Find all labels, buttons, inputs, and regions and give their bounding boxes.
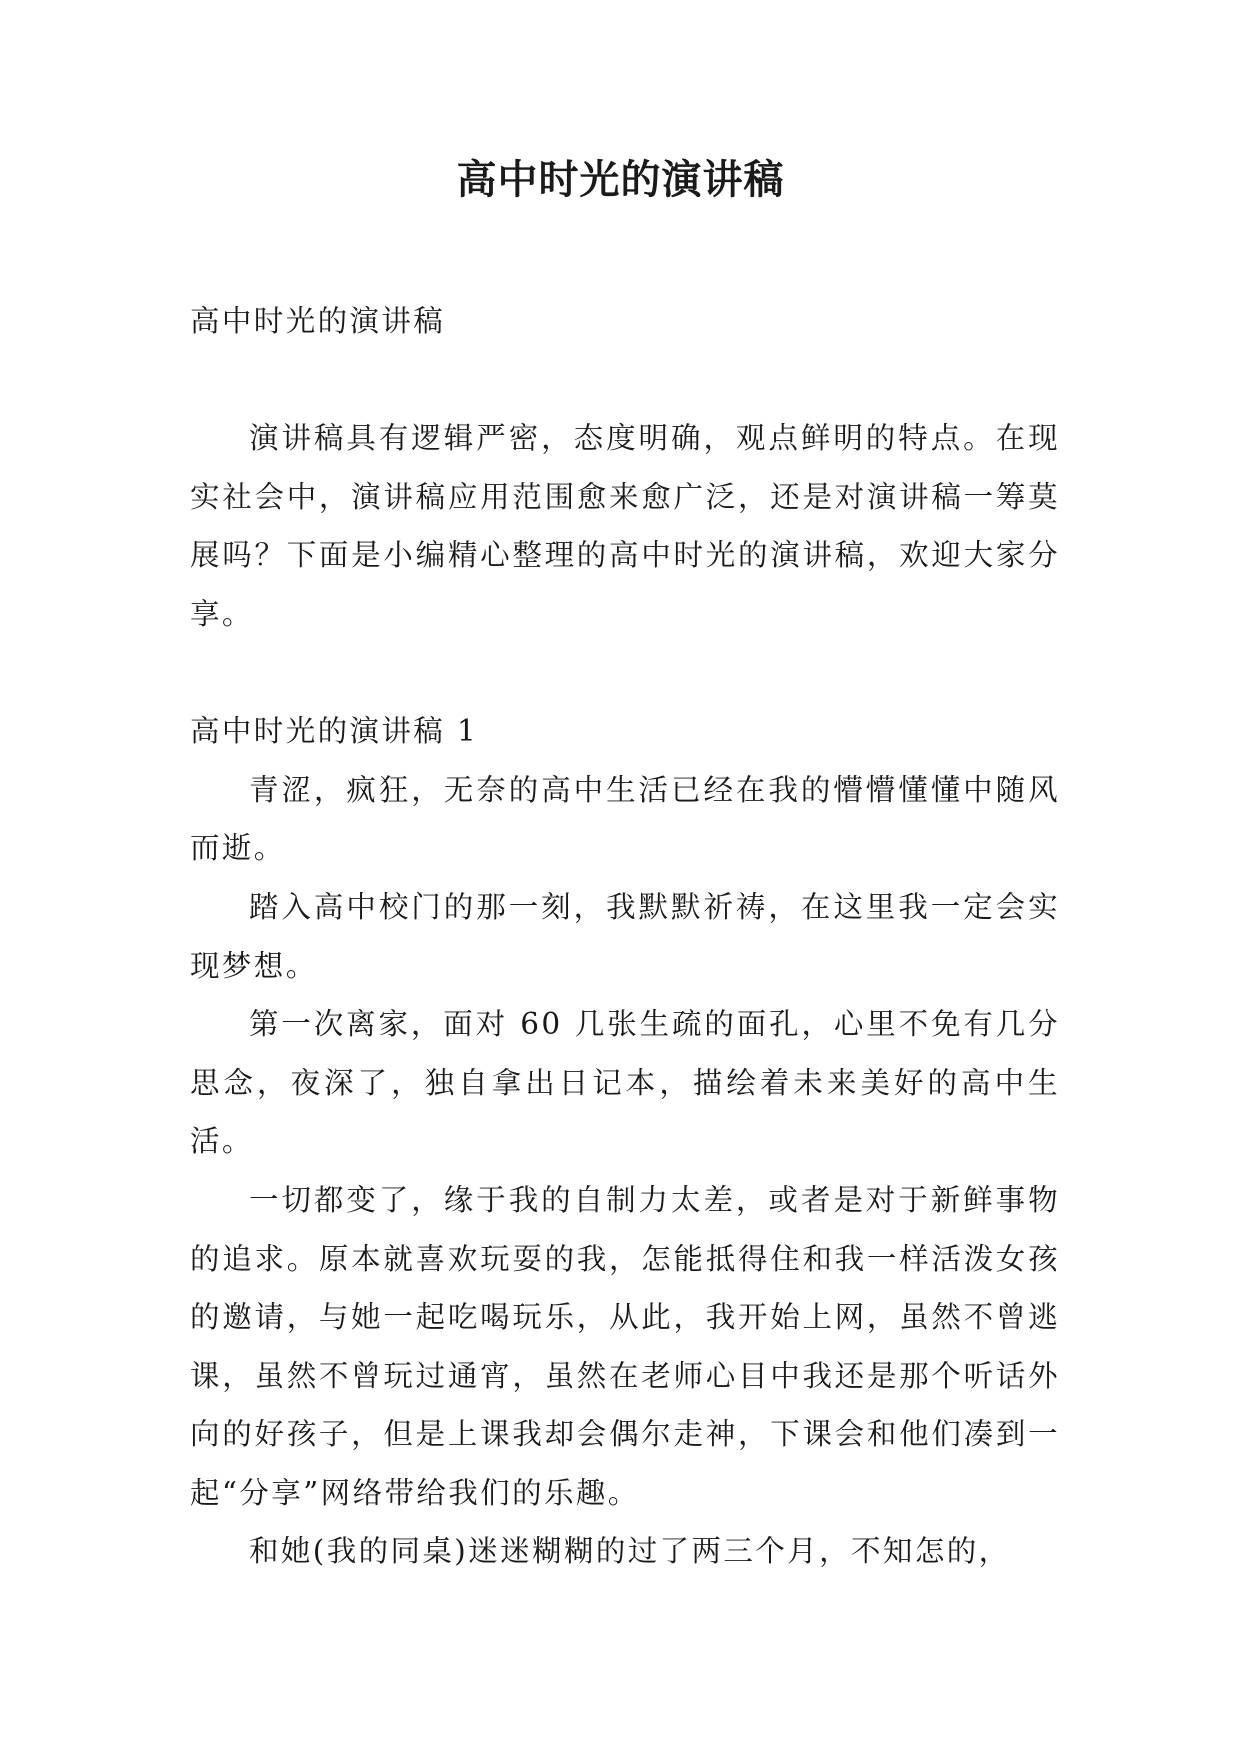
section-heading: 高中时光的演讲稿 1	[190, 714, 479, 749]
body-paragraph: 青涩，疯狂，无奈的高中生活已经在我的懵懵懂懂中随风而逝。	[190, 772, 1060, 866]
document-subtitle: 高中时光的演讲稿	[190, 304, 446, 338]
intro-paragraph: 演讲稿具有逻辑严密，态度明确，观点鲜明的特点。在现实社会中，演讲稿应用范围愈来愈广泛，还是对演讲稿一筹莫展吗？下面是小编精心整理的高中时光的演讲稿，欢迎大家分享。	[190, 421, 1060, 631]
body-paragraph: 第一次离家，面对 60 几张生疏的面孔，心里不免有几分思念，夜深了，独自拿出日记本，描绘着未来美好的高中生活。	[190, 1007, 1060, 1159]
body-paragraph: 和她(我的同桌)迷迷糊糊的过了两三个月，不知怎的，	[249, 1534, 1011, 1569]
document-body	[190, 292, 1060, 1581]
body-paragraph: 踏入高中校门的那一刻，我默默祈祷，在这里我一定会实现梦想。	[190, 889, 1060, 983]
document-title: 高中时光的演讲稿	[456, 156, 785, 203]
body-paragraph: 一切都变了，缘于我的自制力太差，或者是对于新鲜事物的追求。原本就喜欢玩耍的我，怎能抵得住和我一样活泼女孩的邀请，与她一起吃喝玩乐，从此，我开始上网，虽然不曾逃课，虽然不曾玩过通宵，虽然在老师心目中我还是那个听话外向的好孩子，但是上课我却会偶尔走神，下课会和他们凑到一起“分享”网络带给我们的乐趣。	[190, 1182, 1060, 1510]
